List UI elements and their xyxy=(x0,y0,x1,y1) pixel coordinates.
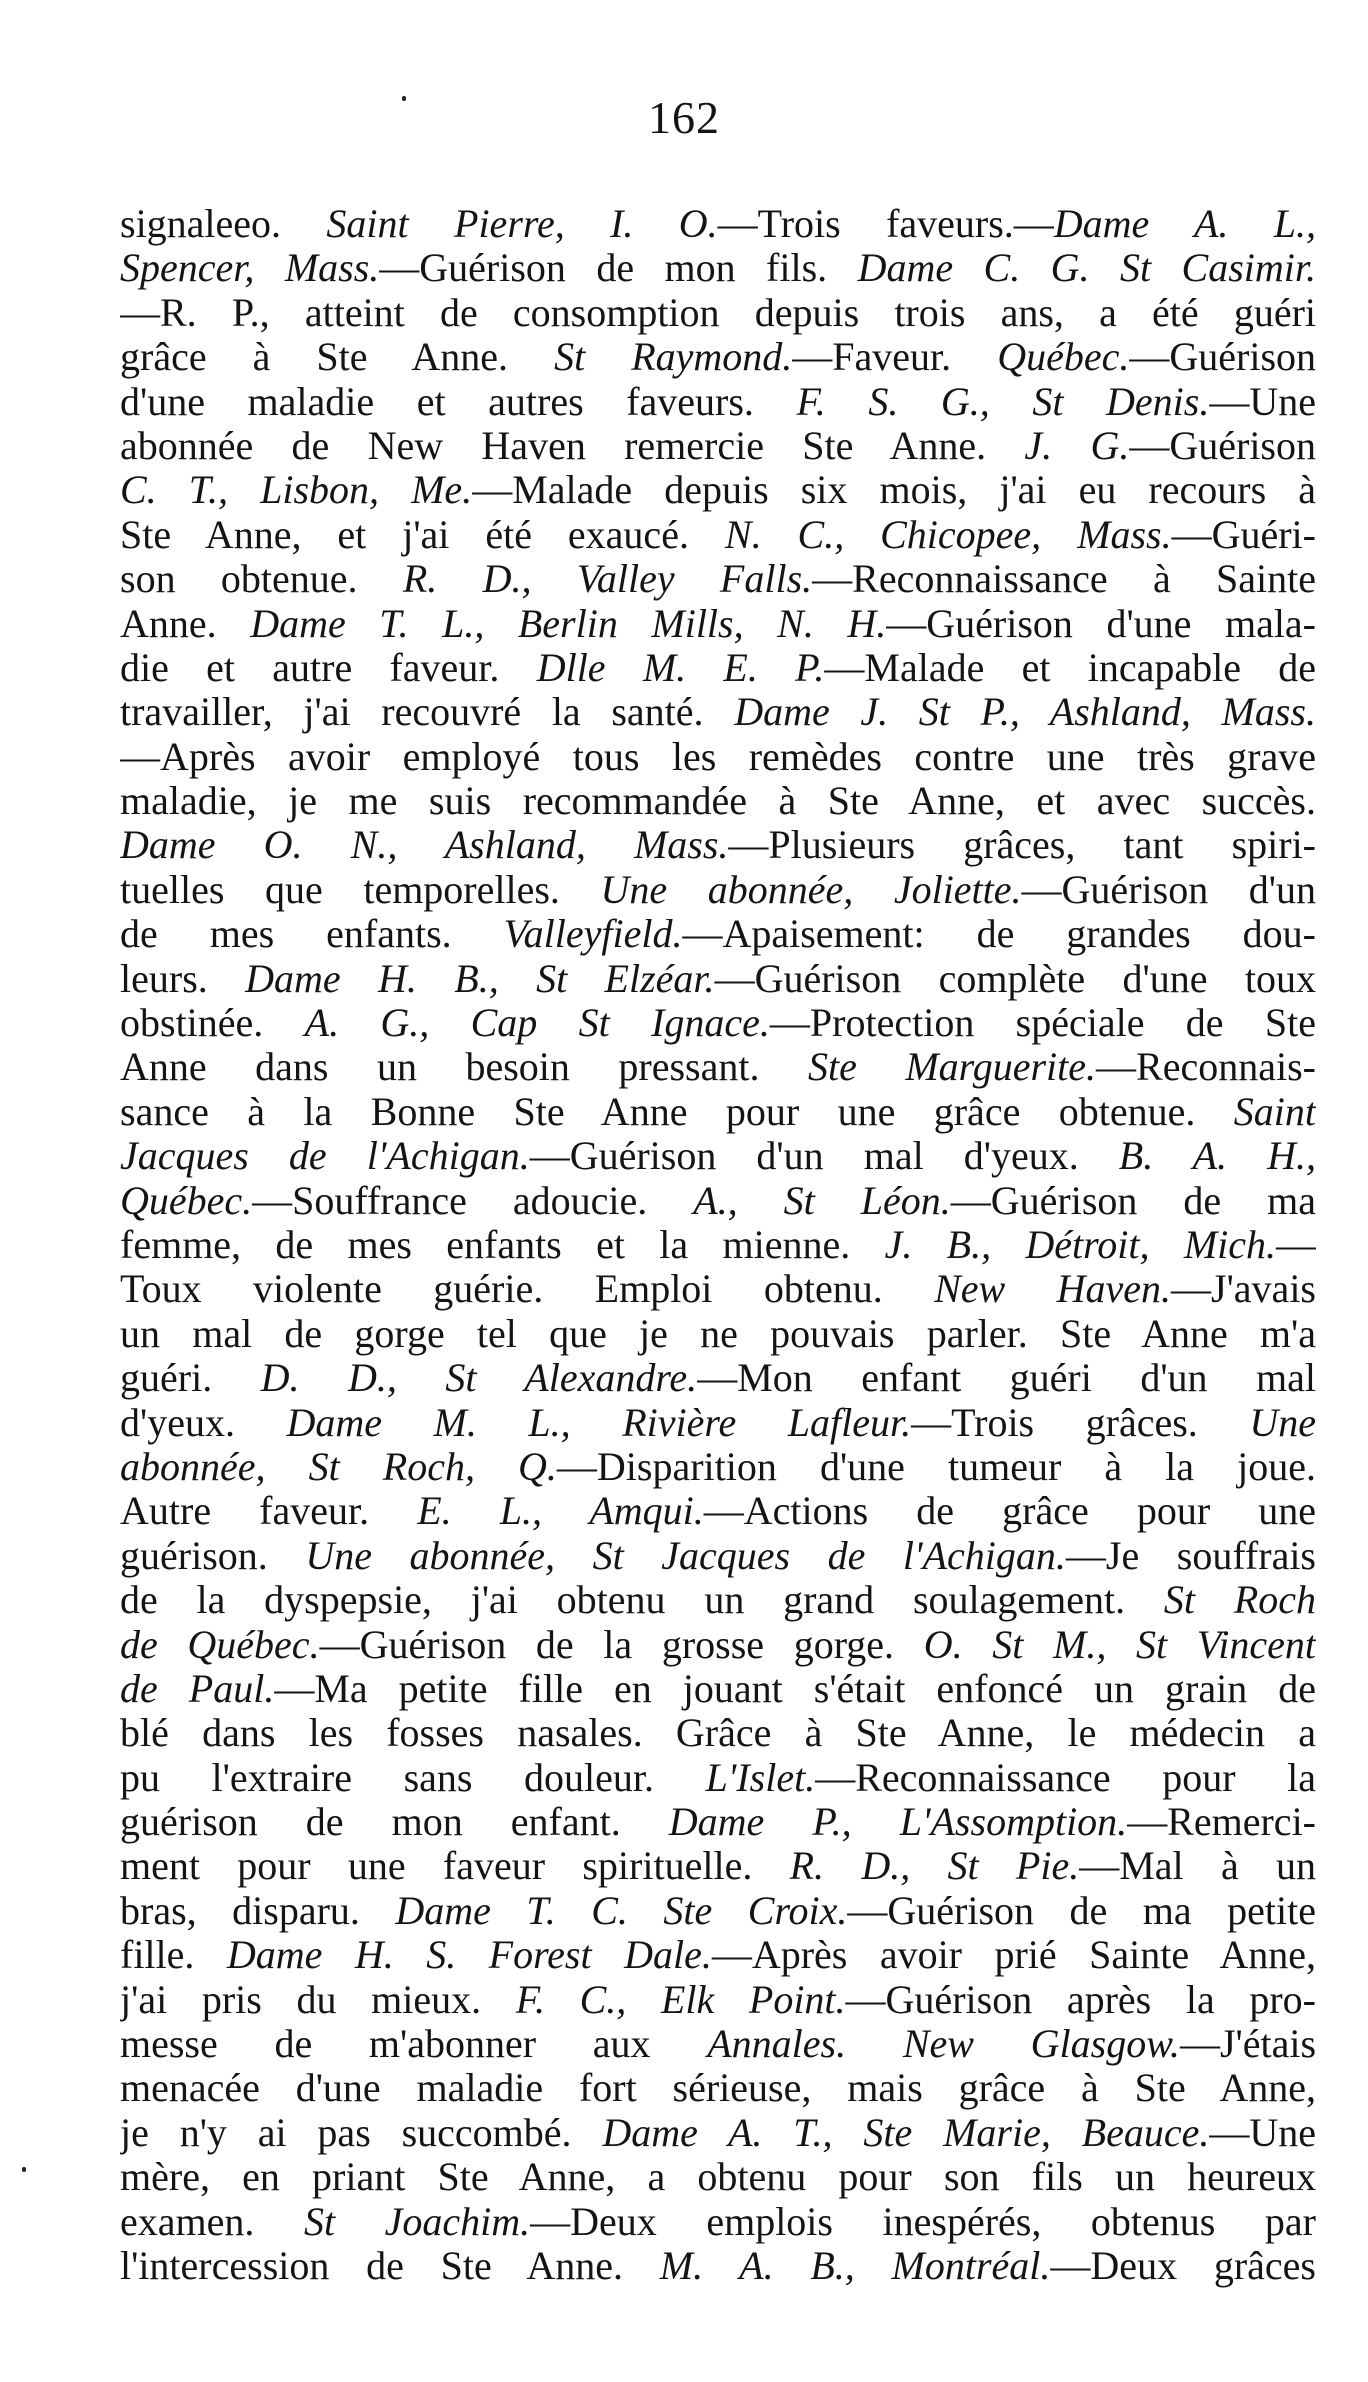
text-line xyxy=(120,1489,1316,1533)
text-line xyxy=(120,1223,1316,1267)
italic-name: St Raymond. xyxy=(554,335,793,380)
italic-name: L'Islet. xyxy=(705,1755,816,1800)
text-line xyxy=(120,2111,1316,2155)
text-run: de la dyspepsie, j'ai obtenu un grand soulagement. xyxy=(120,1578,1164,1623)
text-run: ment pour une faveur spirituelle. xyxy=(120,1844,790,1889)
ink-speck xyxy=(402,96,406,101)
text-line xyxy=(120,602,1316,646)
text-line xyxy=(120,424,1316,468)
text-run: grâce à Ste Anne. xyxy=(120,335,555,380)
text-run: — xyxy=(1276,1222,1316,1267)
text-run: —Guéri- xyxy=(1171,512,1316,557)
italic-name: Spencer, Mass. xyxy=(120,246,380,291)
text-run: Anne. xyxy=(120,601,251,646)
text-run: —J'avais xyxy=(1171,1267,1316,1312)
text-line xyxy=(120,380,1316,424)
italic-name: R. D., Valley Falls. xyxy=(402,557,813,602)
text-line xyxy=(120,912,1316,956)
text-run: signaleeo. xyxy=(120,202,327,246)
italic-name: F. C., Elk Point. xyxy=(515,1977,846,2022)
text-run: —R. P., atteint de consomption depuis trois ans, a été guéri xyxy=(120,290,1316,335)
text-run: —Guérison xyxy=(1129,335,1316,380)
text-run: —Guérison de ma petite xyxy=(847,1888,1316,1933)
text-line xyxy=(120,557,1316,601)
text-run: —Plusieurs grâces, tant spiri- xyxy=(728,823,1316,868)
text-run: —Guérison d'une mala- xyxy=(886,601,1316,646)
italic-name: Dame M. L., Rivière Lafleur. xyxy=(286,1400,912,1445)
text-run: mère, en priant Ste Anne, a obtenu pour son fils un heureux xyxy=(120,2155,1316,2200)
italic-name: abonnée, St Roch, Q. xyxy=(120,1444,557,1489)
italic-name: M. A. B., Montréal. xyxy=(659,2243,1051,2288)
italic-name: A., St Léon. xyxy=(693,1178,951,1223)
text-run: —Apaisement: de grandes dou- xyxy=(682,912,1316,957)
text-run: leurs. xyxy=(120,956,246,1001)
text-run: maladie, je me suis recommandée à Ste Anne, et avec succès. xyxy=(120,779,1316,824)
text-line xyxy=(120,1578,1316,1622)
text-run: guérison. xyxy=(120,1533,306,1578)
text-run: —Guérison d'un xyxy=(1021,867,1316,912)
text-run xyxy=(846,2022,903,2066)
italic-name: Dame P., L'Assomption. xyxy=(668,1800,1128,1845)
text-line xyxy=(120,690,1316,734)
text-line xyxy=(120,1667,1316,1711)
text-run: abonnée de New Haven remercie Ste Anne. xyxy=(120,423,1025,468)
text-line xyxy=(120,823,1316,867)
text-run: guéri. xyxy=(120,1356,261,1401)
text-run: —Trois grâces. xyxy=(911,1400,1250,1445)
italic-name: B. A. H., xyxy=(1118,1134,1316,1179)
italic-name: Québec. xyxy=(997,335,1130,380)
text-line xyxy=(120,735,1316,779)
text-run: —Remerci- xyxy=(1127,1800,1316,1845)
text-line xyxy=(120,1445,1316,1489)
text-line xyxy=(120,1800,1316,1844)
text-run: d'yeux. xyxy=(120,1400,287,1445)
italic-name: New Glasgow. xyxy=(902,2022,1180,2067)
text-run: —Reconnais- xyxy=(1096,1045,1316,1090)
text-run: Ste Anne, et j'ai été exaucé. xyxy=(120,512,725,557)
text-run: femme, de mes enfants et la mienne. xyxy=(120,1222,885,1267)
text-run: messe de m'abonner aux xyxy=(120,2022,708,2067)
text-run: —Guérison complète d'une toux xyxy=(714,956,1316,1001)
text-line xyxy=(120,646,1316,690)
text-run: —Trois faveurs.— xyxy=(717,202,1054,246)
italic-name: D. D., St Alexandre. xyxy=(260,1356,698,1401)
text-run: —Reconnaissance pour la xyxy=(815,1755,1316,1800)
italic-name: Ste Marguerite. xyxy=(807,1045,1097,1090)
italic-name: Annales. xyxy=(707,2022,847,2067)
italic-name: Valleyfield. xyxy=(503,912,683,957)
text-line xyxy=(120,291,1316,335)
text-run: Toux violente guérie. Emploi obtenu. xyxy=(120,1267,935,1312)
text-run: blé dans les fosses nasales. Grâce à Ste Anne, le médecin a xyxy=(120,1711,1316,1756)
text-run: guérison de mon enfant. xyxy=(120,1800,669,1845)
text-run: l'intercession de Ste Anne. xyxy=(120,2243,660,2288)
italic-name: C. T., Lisbon, Me. xyxy=(120,468,473,513)
text-line xyxy=(120,335,1316,379)
text-run: j'ai pris du mieux. xyxy=(120,1977,516,2022)
italic-name: Saint xyxy=(1233,1089,1316,1134)
ink-speck xyxy=(22,2167,26,2172)
text-run: —Faveur. xyxy=(792,335,998,380)
text-run: —Deux grâces xyxy=(1050,2243,1316,2288)
italic-name: Dame T. L., Berlin Mills, N. H. xyxy=(250,601,887,646)
text-run: —Guérison xyxy=(1129,423,1316,468)
text-run: —Reconnaissance à Sainte xyxy=(812,557,1316,602)
text-run: bras, disparu. xyxy=(120,1888,396,1933)
text-run: die et autre faveur. xyxy=(120,645,537,690)
text-run: menacée d'une maladie fort sérieuse, mais grâce à Ste Anne, xyxy=(120,2066,1316,2111)
text-run: —Une xyxy=(1209,2110,1316,2155)
italic-name: N. C., Chicopee, Mass. xyxy=(724,512,1172,557)
text-line xyxy=(120,1623,1316,1667)
text-line xyxy=(120,2200,1316,2244)
text-run: —Je souffrais xyxy=(1065,1533,1316,1578)
italic-name: Dame A. L., xyxy=(1053,202,1316,246)
italic-name: Une abonnée, Joliette. xyxy=(600,867,1022,912)
text-line xyxy=(120,2155,1316,2199)
italic-name: Dame H. S. Forest Dale. xyxy=(226,1933,712,1978)
text-run: fille. xyxy=(120,1933,227,1978)
text-run: sance à la Bonne Ste Anne pour une grâce obtenue. xyxy=(120,1089,1234,1134)
text-run: —Mal à un xyxy=(1079,1844,1316,1889)
text-line xyxy=(120,468,1316,512)
italic-name: F. S. G., St Denis. xyxy=(796,379,1210,424)
text-line xyxy=(120,1267,1316,1311)
italic-name: Québec. xyxy=(120,1178,253,1223)
text-run: —Souffrance adoucie. xyxy=(252,1178,694,1223)
text-line xyxy=(120,779,1316,823)
text-line xyxy=(120,246,1316,290)
text-run: —Ma petite fille en jouant s'était enfoncé un grain de xyxy=(274,1666,1316,1711)
text-line xyxy=(120,1933,1316,1977)
text-run: —Malade et incapable de xyxy=(824,645,1316,690)
text-run: —Après avoir prié Sainte Anne, xyxy=(711,1933,1316,1978)
italic-name: Dame T. C. Ste Croix. xyxy=(395,1888,848,1933)
text-line xyxy=(120,202,1316,246)
italic-name: R. D., St Pie. xyxy=(789,1844,1080,1889)
italic-name: Dame J. St P., Ashland, Mass. xyxy=(734,690,1316,735)
text-run: travailler, j'ai recouvré la santé. xyxy=(120,690,735,735)
text-line xyxy=(120,1356,1316,1400)
text-run: Anne dans un besoin pressant. xyxy=(120,1045,808,1090)
text-line xyxy=(120,1001,1316,1045)
text-run: de mes enfants. xyxy=(120,912,504,957)
page-number: 162 xyxy=(648,92,720,143)
text-run: —Guérison de ma xyxy=(950,1178,1316,1223)
italic-name: Dame C. G. St Casimir. xyxy=(857,246,1316,291)
italic-name: J. B., Détroit, Mich. xyxy=(884,1222,1277,1267)
text-line xyxy=(120,1401,1316,1445)
text-run: son obtenue. xyxy=(120,557,403,602)
text-run: obstinée. xyxy=(120,1001,305,1046)
italic-name: E. L., Amqui. xyxy=(417,1489,704,1534)
text-line xyxy=(120,513,1316,557)
text-run: —J'étais xyxy=(1179,2022,1316,2067)
italic-name: Dlle M. E. P. xyxy=(536,645,825,690)
text-run: —Malade depuis six mois, j'ai eu recours à xyxy=(472,468,1316,513)
text-line xyxy=(120,2022,1316,2066)
text-line xyxy=(120,1711,1316,1755)
text-line xyxy=(120,1844,1316,1888)
text-run: —Actions de grâce pour une xyxy=(703,1489,1316,1534)
italic-name: O. St M., St Vincent xyxy=(923,1622,1316,1667)
text-run: —Guérison après la pro- xyxy=(845,1977,1316,2022)
text-run: Autre faveur. xyxy=(120,1489,418,1534)
italic-name: de Québec. xyxy=(120,1622,320,1667)
text-line xyxy=(120,1978,1316,2022)
italic-name: Saint Pierre, I. O. xyxy=(326,202,718,246)
italic-name: de Paul. xyxy=(120,1666,275,1711)
text-line xyxy=(120,1090,1316,1134)
italic-name: J. G. xyxy=(1024,423,1130,468)
text-run: tuelles que temporelles. xyxy=(120,867,601,912)
text-run: —Guérison de mon fils. xyxy=(379,246,858,291)
text-run: pu l'extraire sans douleur. xyxy=(120,1755,706,1800)
text-run: —Deux emplois inespérés, obtenus par xyxy=(530,2199,1316,2244)
text-line xyxy=(120,957,1316,1001)
italic-name: New Haven. xyxy=(934,1267,1172,1312)
text-line xyxy=(120,1312,1316,1356)
italic-name: St Joachim. xyxy=(303,2199,531,2244)
body-text xyxy=(120,202,1316,2288)
text-line xyxy=(120,2244,1316,2288)
text-run: je n'y ai pas succombé. xyxy=(120,2110,603,2155)
text-run: —Mon enfant guéri d'un mal xyxy=(697,1356,1316,1401)
text-line xyxy=(120,1534,1316,1578)
italic-name: Dame H. B., St Elzéar. xyxy=(245,956,715,1001)
text-line xyxy=(120,1756,1316,1800)
text-run: —Après avoir employé tous les remèdes contre une très grave xyxy=(120,734,1316,779)
italic-name: Une xyxy=(1249,1400,1316,1445)
text-line xyxy=(120,1134,1316,1178)
text-line xyxy=(120,1045,1316,1089)
italic-name: A. G., Cap St Ignace. xyxy=(304,1001,770,1046)
italic-name: Dame O. N., Ashland, Mass. xyxy=(120,823,729,868)
text-run: un mal de gorge tel que je ne pouvais parler. Ste Anne m'a xyxy=(120,1311,1316,1356)
italic-name: Jacques de l'Achigan. xyxy=(120,1134,530,1179)
text-line xyxy=(120,1889,1316,1933)
text-line xyxy=(120,868,1316,912)
text-line xyxy=(120,1179,1316,1223)
text-run: —Une xyxy=(1209,379,1316,424)
text-run: —Guérison de la grosse gorge. xyxy=(319,1622,924,1667)
text-run: —Guérison d'un mal d'yeux. xyxy=(529,1134,1119,1179)
italic-name: Dame A. T., Ste Marie, Beauce. xyxy=(602,2110,1210,2155)
text-run: —Disparition d'une tumeur à la joue. xyxy=(556,1444,1316,1489)
text-line xyxy=(120,2066,1316,2110)
text-run: —Protection spéciale de Ste xyxy=(769,1001,1316,1046)
text-run: d'une maladie et autres faveurs. xyxy=(120,379,797,424)
text-run: examen. xyxy=(120,2199,304,2244)
italic-name: Une abonnée, St Jacques de l'Achigan. xyxy=(305,1533,1066,1578)
italic-name: St Roch xyxy=(1163,1578,1316,1623)
